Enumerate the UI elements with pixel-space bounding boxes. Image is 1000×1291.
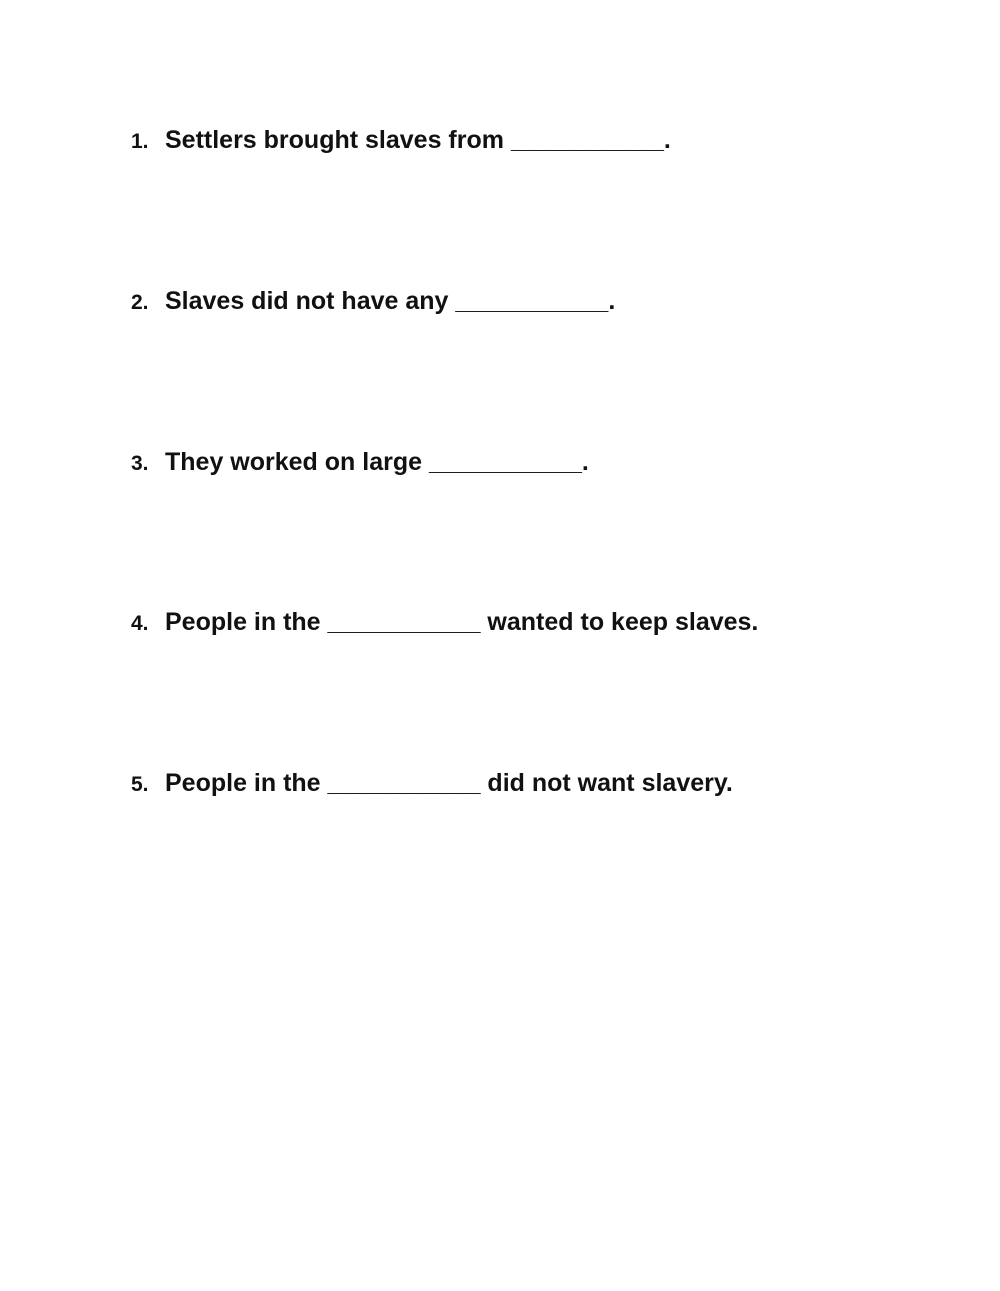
question-text-after: . bbox=[608, 287, 616, 315]
question-text-after: . bbox=[581, 448, 589, 476]
question-number: 1. bbox=[131, 130, 149, 153]
answer-blank[interactable]: ___________ bbox=[428, 448, 582, 476]
question-3 bbox=[131, 446, 589, 480]
question-number: 2. bbox=[131, 291, 149, 314]
question-2 bbox=[131, 285, 615, 319]
question-text-before: Slaves did not have any bbox=[165, 287, 456, 315]
answer-blank[interactable]: ___________ bbox=[510, 126, 664, 154]
answer-blank[interactable]: ___________ bbox=[455, 287, 609, 315]
answer-blank[interactable]: ___________ bbox=[327, 769, 481, 797]
question-5 bbox=[131, 767, 733, 801]
question-text-before: People in the bbox=[165, 608, 328, 636]
question-4 bbox=[131, 606, 758, 640]
question-text-after: did not want slavery. bbox=[480, 769, 733, 797]
answer-blank[interactable]: ___________ bbox=[327, 608, 481, 636]
question-1 bbox=[131, 124, 671, 158]
question-number: 3. bbox=[131, 452, 149, 475]
question-text-before: People in the bbox=[165, 769, 328, 797]
question-number: 5. bbox=[131, 773, 149, 796]
question-text-after: wanted to keep slaves. bbox=[480, 608, 759, 636]
question-number: 4. bbox=[131, 612, 149, 635]
question-text-before: They worked on large bbox=[165, 448, 429, 476]
question-text-before: Settlers brought slaves from bbox=[165, 126, 511, 154]
question-text-after: . bbox=[663, 126, 671, 154]
